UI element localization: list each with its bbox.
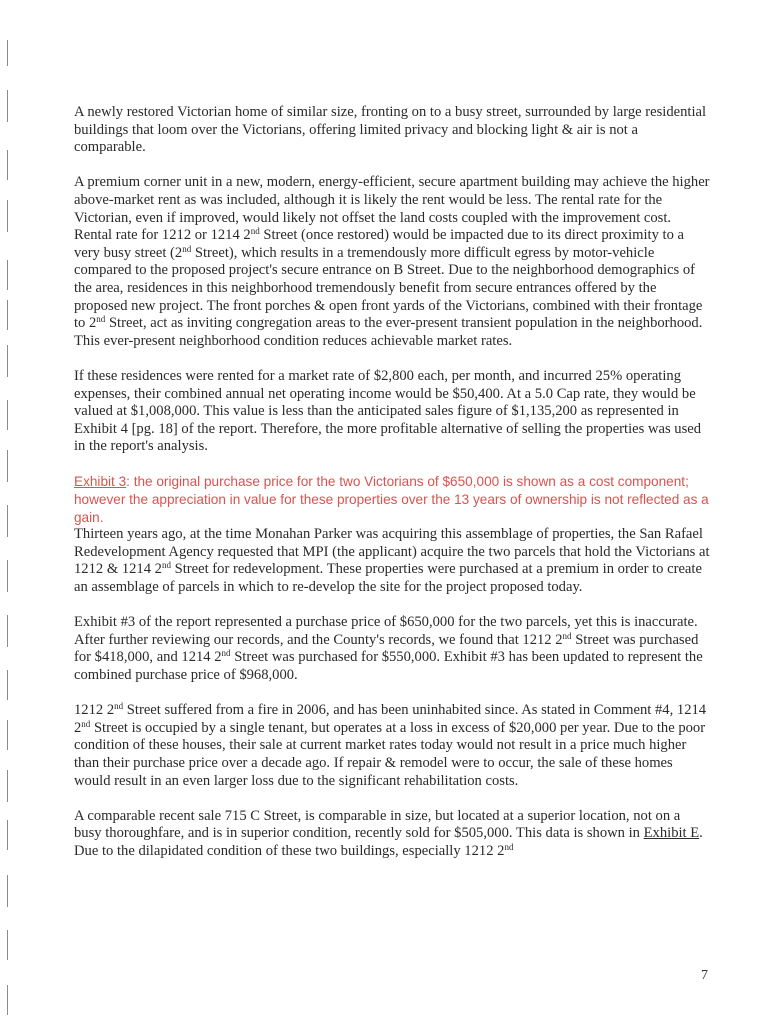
scan-edge-mark	[7, 200, 8, 232]
scan-edge-mark	[7, 90, 8, 122]
superscript: nd	[81, 718, 91, 729]
paragraph-text: Street), which results in a tremendously more difficult egress by motor-vehicle compared to the proposed project's secure entrance on B Street. Due to the neighborhood demographics of the area, residences in this neighborhood tremendously benefit from secure entrances offered by the proposed new project. The front porches & open front yards of the Victorians, combined with their frontage to 2	[74, 244, 703, 332]
paragraph-comparable-victorian	[74, 104, 710, 157]
scan-edge-mark	[7, 820, 8, 850]
scan-edge-mark	[7, 720, 8, 750]
paragraph-exhibit-3-correction	[74, 614, 710, 684]
paragraph-comparable-sale	[74, 808, 710, 861]
scan-edge-mark	[7, 505, 8, 537]
superscript: nd	[250, 226, 260, 237]
scan-edge-mark	[7, 150, 8, 180]
paragraph-rental-analysis	[74, 368, 710, 456]
paragraph-fire-and-condition	[74, 702, 710, 790]
scan-edge-mark	[7, 560, 8, 592]
scan-edge-mark	[7, 985, 8, 1015]
paragraph-text: Thirteen years ago, at the time Monahan Parker was acquiring this assemblage of properties, the San Rafael Redevelopment Agency requested that MPI (the applicant) acquire the two parcels that hold the Victorians at 1212 & 1214 2	[74, 526, 710, 578]
paragraph-premium-corner-unit	[74, 174, 710, 350]
scan-edge-mark	[7, 670, 8, 700]
paragraph-text: A newly restored Victorian home of similar size, fronting on to a busy street, surrounded by large residential buildings that loom over the Victorians, offering limited privacy and blocking light & air is not a comparable.	[74, 104, 707, 156]
exhibit-3-link[interactable]: Exhibit 3	[74, 474, 127, 490]
paragraph-text: A premium corner unit in a new, modern, energy-efficient, secure apartment building may achieve the higher above-market rent as was included, although it is likely the rent would be less. The rental rate for the Victorian, even if improved, would likely not offset the land costs coupled with the improvement cost. Rental rate for 1212 or 1214 2	[74, 174, 710, 244]
superscript: nd	[161, 560, 171, 571]
paragraph-text: If these residences were rented for a market rate of $2,800 each, per month, and incurred 25% operating expenses, their combined annual net operating income would be $50,400. At a 5.0 Cap rate, they would be valued at $1,008,000. This value is less than the anticipated sales figure of $1,135,200 as represented in Exhibit 4 [pg. 18] of the report. Therefore, the more profitable alternative of selling the properties was used in the report's analysis.	[74, 367, 702, 455]
paragraph-text: A comparable recent sale 715 C Street, is comparable in size, but located at a superior location, not on a busy thoroughfare, and is in superior condition, recently sold for $505,000. This data is shown in	[74, 807, 681, 842]
superscript: nd	[182, 243, 192, 254]
superscript: nd	[96, 314, 106, 325]
page-number: 7	[701, 968, 708, 983]
scan-edge-mark	[7, 260, 8, 290]
paragraph-text: Street, act as inviting congregation areas to the ever-present transient population in the neighborhood. This ever-present neighborhood condition reduces achievable market rates.	[74, 315, 703, 349]
exhibit-e-link[interactable]: Exhibit E	[643, 825, 700, 842]
scan-edge-mark	[7, 345, 8, 377]
paragraph-text: Street (once restored) would be impacted due to its direct proximity to a very busy street (2	[74, 227, 685, 261]
superscript: nd	[562, 630, 572, 641]
paragraph-text: Street suffered from a fire in 2006, and has been uninhabited since. As stated in Comment #4, 1214 2	[74, 702, 707, 736]
superscript: nd	[114, 701, 124, 712]
paragraph-text: Street for redevelopment. These properties were purchased at a premium in order to create an assemblage of parcels in which to re-develop the site for the project proposed today.	[74, 561, 702, 596]
exhibit-3-heading	[74, 473, 710, 526]
scan-edge-mark	[7, 400, 8, 430]
scan-edge-mark	[7, 930, 8, 960]
paragraph-text: Street was purchased for $550,000. Exhibit #3 has been updated to represent the combined purchase price of $968,000.	[74, 649, 703, 683]
superscript: nd	[221, 648, 231, 659]
paragraph-text: Street was purchased for $418,000, and 1214 2	[74, 631, 699, 666]
scan-edge-mark	[7, 40, 8, 66]
paragraph-thirteen-years-ago	[74, 526, 710, 596]
exhibit-3-heading-text: : the original purchase price for the two Victorians of $650,000 is shown as a cost component; however the appreciation in value for these properties over the 13 years of ownership is not reflected as a gain.	[74, 474, 709, 525]
scan-edge-mark	[7, 770, 8, 802]
scan-edge-mark	[7, 615, 8, 647]
paragraph-text: Exhibit #3 of the report represented a purchase price of $650,000 for the two parcels, yet this is inaccurate. After further reviewing our records, and the County's records, we found that 1212 2	[74, 614, 698, 648]
paragraph-text: Street is occupied by a single tenant, but operates at a loss in excess of $20,000 per year. Due to the poor condition of these houses, their sale at current market rates today would not result in a price much higher than their purchase price over a decade ago. If repair & remodel were to occur, the sale of these homes would result in an even larger loss due to the significant rehabilitation costs.	[74, 719, 706, 789]
superscript: nd	[504, 841, 514, 852]
paragraph-text: 1212 2	[74, 702, 115, 719]
paragraph-text: . Due to the dilapidated condition of these two buildings, especially 1212 2	[74, 825, 703, 859]
scan-edge-mark	[7, 450, 8, 482]
scan-edge-mark	[7, 300, 8, 330]
scan-edge-mark	[7, 875, 8, 907]
document-page	[74, 104, 710, 861]
